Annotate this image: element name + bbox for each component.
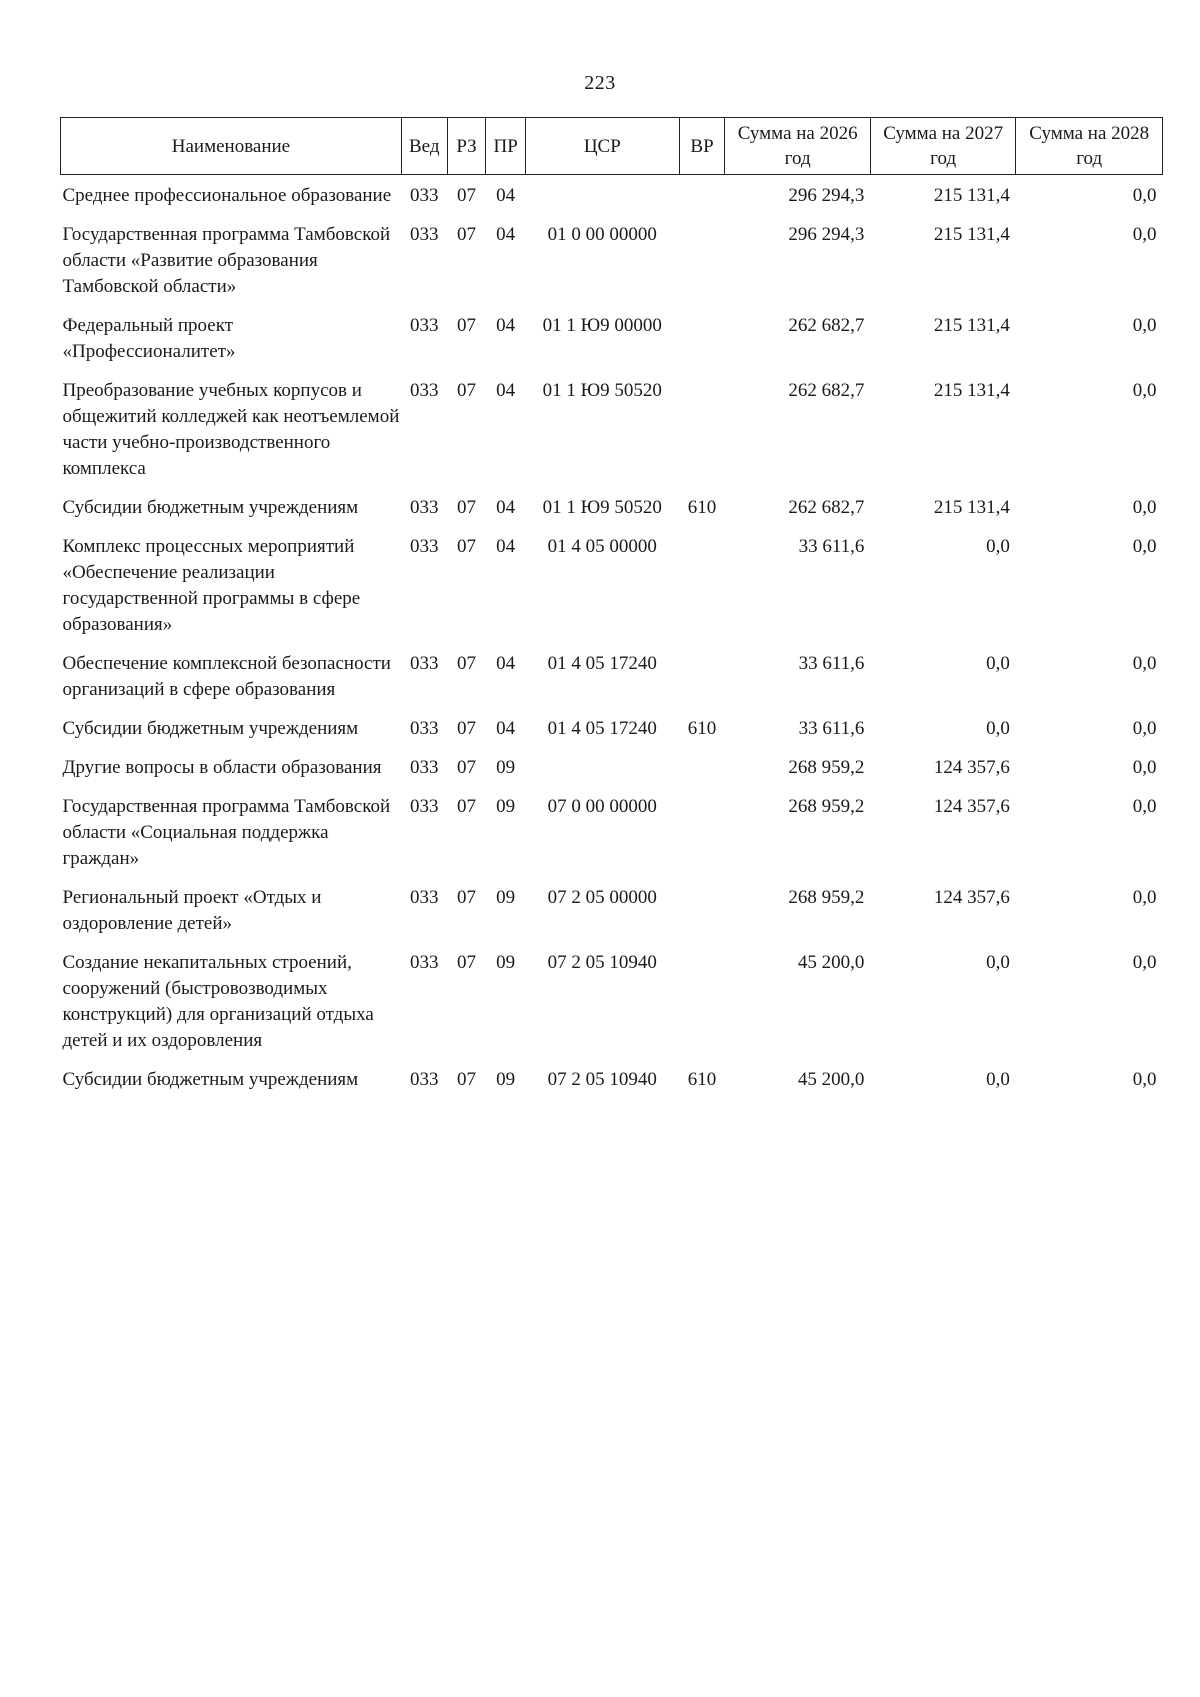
cell-pr: 09 [496,887,516,908]
cell-ved: 033 [410,653,439,674]
cell-vr [679,214,725,305]
cell-sum-2028: 0,0 [1132,653,1157,674]
cell-csr: 01 4 05 17240 [547,718,657,739]
cell-pr: 04 [496,224,516,245]
table-row [61,305,1163,370]
header-pr: ПР [486,118,526,175]
budget-table [60,117,1163,1098]
table-row [61,526,1163,643]
cell-name: Преобразование учебных корпусов и общежитий колледжей как неотъемлемой части учебно-производственного комплекса [62,380,400,479]
cell-vr [679,786,725,877]
cell-sum-2026: 296 294,3 [788,224,865,245]
cell-csr [525,175,679,215]
cell-vr [679,526,725,643]
cell-sum-2028: 0,0 [1132,315,1157,336]
cell-sum-2028: 0,0 [1132,887,1157,908]
cell-name: Создание некапитальных строений, сооружений (быстровозводимых конструкций) для организаций отдыха детей и их оздоровления [62,952,374,1051]
cell-name: Обеспечение комплексной безопасности организаций в сфере образования [62,653,391,700]
table-row [61,786,1163,877]
header-rz: РЗ [447,118,486,175]
cell-sum-2028: 0,0 [1132,1069,1157,1090]
cell-name: Комплекс процессных мероприятий «Обеспечение реализации государственной программы в сфере образования» [62,536,361,635]
cell-ved: 033 [410,952,439,973]
table-row [61,877,1163,942]
cell-sum-2026: 262 682,7 [788,315,865,336]
cell-csr: 01 1 Ю9 00000 [542,315,662,336]
cell-sum-2026: 268 959,2 [788,757,865,778]
cell-rz: 07 [456,887,476,908]
cell-sum-2028: 0,0 [1132,536,1157,557]
cell-name: Государственная программа Тамбовской области «Социальная поддержка граждан» [62,796,391,869]
table-header [61,118,1163,175]
cell-sum-2027: 0,0 [986,536,1010,557]
cell-rz: 07 [456,757,476,778]
cell-vr: 610 [687,1069,717,1090]
cell-ved: 033 [410,1069,439,1090]
header-sum-2027: Сумма на 2027 год [870,118,1016,175]
header-row [61,118,1163,175]
cell-sum-2027: 215 131,4 [933,380,1010,401]
cell-sum-2028: 0,0 [1132,718,1157,739]
cell-vr [679,370,725,487]
header-ved: Вед [401,118,447,175]
cell-name: Среднее профессиональное образование [62,185,392,206]
cell-sum-2026: 45 200,0 [797,1069,865,1090]
cell-sum-2027: 0,0 [986,1069,1010,1090]
cell-pr: 09 [496,796,516,817]
table-row [61,643,1163,708]
cell-rz: 07 [456,1069,476,1090]
cell-ved: 033 [410,224,439,245]
cell-name: Государственная программа Тамбовской области «Развитие образования Тамбовской области» [62,224,391,297]
cell-csr: 01 1 Ю9 50520 [542,380,662,401]
table-row [61,708,1163,747]
cell-sum-2026: 45 200,0 [797,952,865,973]
cell-csr: 01 0 00 00000 [547,224,657,245]
cell-csr: 01 4 05 17240 [547,653,657,674]
header-name: Наименование [61,118,402,175]
cell-pr: 09 [496,757,516,778]
cell-vr [679,942,725,1059]
cell-sum-2028: 0,0 [1132,757,1157,778]
cell-rz: 07 [456,380,476,401]
cell-rz: 07 [456,718,476,739]
cell-sum-2028: 0,0 [1132,224,1157,245]
cell-vr [679,175,725,215]
cell-csr [525,747,679,786]
cell-pr: 04 [496,653,516,674]
table-row [61,214,1163,305]
cell-csr: 07 2 05 00000 [547,887,657,908]
table-row [61,370,1163,487]
table-row [61,1059,1163,1098]
cell-ved: 033 [410,887,439,908]
cell-sum-2026: 268 959,2 [788,887,865,908]
cell-sum-2026: 262 682,7 [788,497,865,518]
header-sum-2026: Сумма на 2026 год [725,118,871,175]
cell-name: Субсидии бюджетным учреждениям [62,1069,359,1090]
cell-ved: 033 [410,497,439,518]
cell-rz: 07 [456,653,476,674]
cell-sum-2026: 262 682,7 [788,380,865,401]
cell-vr [679,643,725,708]
cell-pr: 04 [496,315,516,336]
cell-csr: 07 2 05 10940 [547,952,657,973]
cell-ved: 033 [410,718,439,739]
cell-sum-2028: 0,0 [1132,185,1157,206]
cell-csr: 07 2 05 10940 [547,1069,657,1090]
cell-sum-2027: 215 131,4 [933,315,1010,336]
cell-sum-2027: 215 131,4 [933,224,1010,245]
table-row [61,942,1163,1059]
table-row [61,747,1163,786]
cell-sum-2026: 33 611,6 [798,536,865,557]
cell-csr: 01 4 05 00000 [547,536,657,557]
cell-name: Федеральный проект «Профессионалитет» [62,315,236,362]
header-sum-2028: Сумма на 2028 год [1016,118,1163,175]
cell-pr: 04 [496,536,516,557]
cell-rz: 07 [456,796,476,817]
cell-sum-2027: 124 357,6 [933,887,1010,908]
header-csr: ЦСР [525,118,679,175]
cell-ved: 033 [410,185,439,206]
cell-vr: 610 [687,497,717,518]
cell-vr [679,305,725,370]
header-vr: ВР [679,118,725,175]
cell-sum-2027: 124 357,6 [933,757,1010,778]
cell-sum-2028: 0,0 [1132,952,1157,973]
cell-name: Другие вопросы в области образования [62,757,382,778]
table-row [61,175,1163,215]
cell-name: Региональный проект «Отдых и оздоровление детей» [62,887,322,934]
table-row [61,487,1163,526]
cell-ved: 033 [410,380,439,401]
cell-sum-2027: 0,0 [986,653,1010,674]
cell-vr: 610 [687,718,717,739]
cell-sum-2026: 33 611,6 [798,718,865,739]
cell-ved: 033 [410,757,439,778]
cell-pr: 09 [496,952,516,973]
cell-sum-2027: 0,0 [986,718,1010,739]
cell-csr: 07 0 00 00000 [547,796,657,817]
cell-pr: 04 [496,497,516,518]
cell-rz: 07 [456,536,476,557]
cell-sum-2026: 33 611,6 [798,653,865,674]
cell-sum-2027: 215 131,4 [933,497,1010,518]
cell-sum-2026: 296 294,3 [788,185,865,206]
cell-ved: 033 [410,536,439,557]
page-number: 223 [584,72,616,94]
cell-pr: 04 [496,185,516,206]
cell-rz: 07 [456,224,476,245]
cell-name: Субсидии бюджетным учреждениям [62,497,359,518]
cell-csr: 01 1 Ю9 50520 [542,497,662,518]
cell-sum-2028: 0,0 [1132,497,1157,518]
cell-rz: 07 [456,497,476,518]
cell-sum-2028: 0,0 [1132,796,1157,817]
cell-pr: 04 [496,718,516,739]
cell-sum-2027: 215 131,4 [933,185,1010,206]
cell-sum-2027: 0,0 [986,952,1010,973]
cell-rz: 07 [456,315,476,336]
cell-sum-2028: 0,0 [1132,380,1157,401]
cell-rz: 07 [456,185,476,206]
cell-pr: 04 [496,380,516,401]
cell-pr: 09 [496,1069,516,1090]
cell-ved: 033 [410,796,439,817]
cell-name: Субсидии бюджетным учреждениям [62,718,359,739]
cell-rz: 07 [456,952,476,973]
cell-ved: 033 [410,315,439,336]
cell-vr [679,877,725,942]
cell-sum-2026: 268 959,2 [788,796,865,817]
cell-vr [679,747,725,786]
table-body [61,175,1163,1099]
cell-sum-2027: 124 357,6 [933,796,1010,817]
